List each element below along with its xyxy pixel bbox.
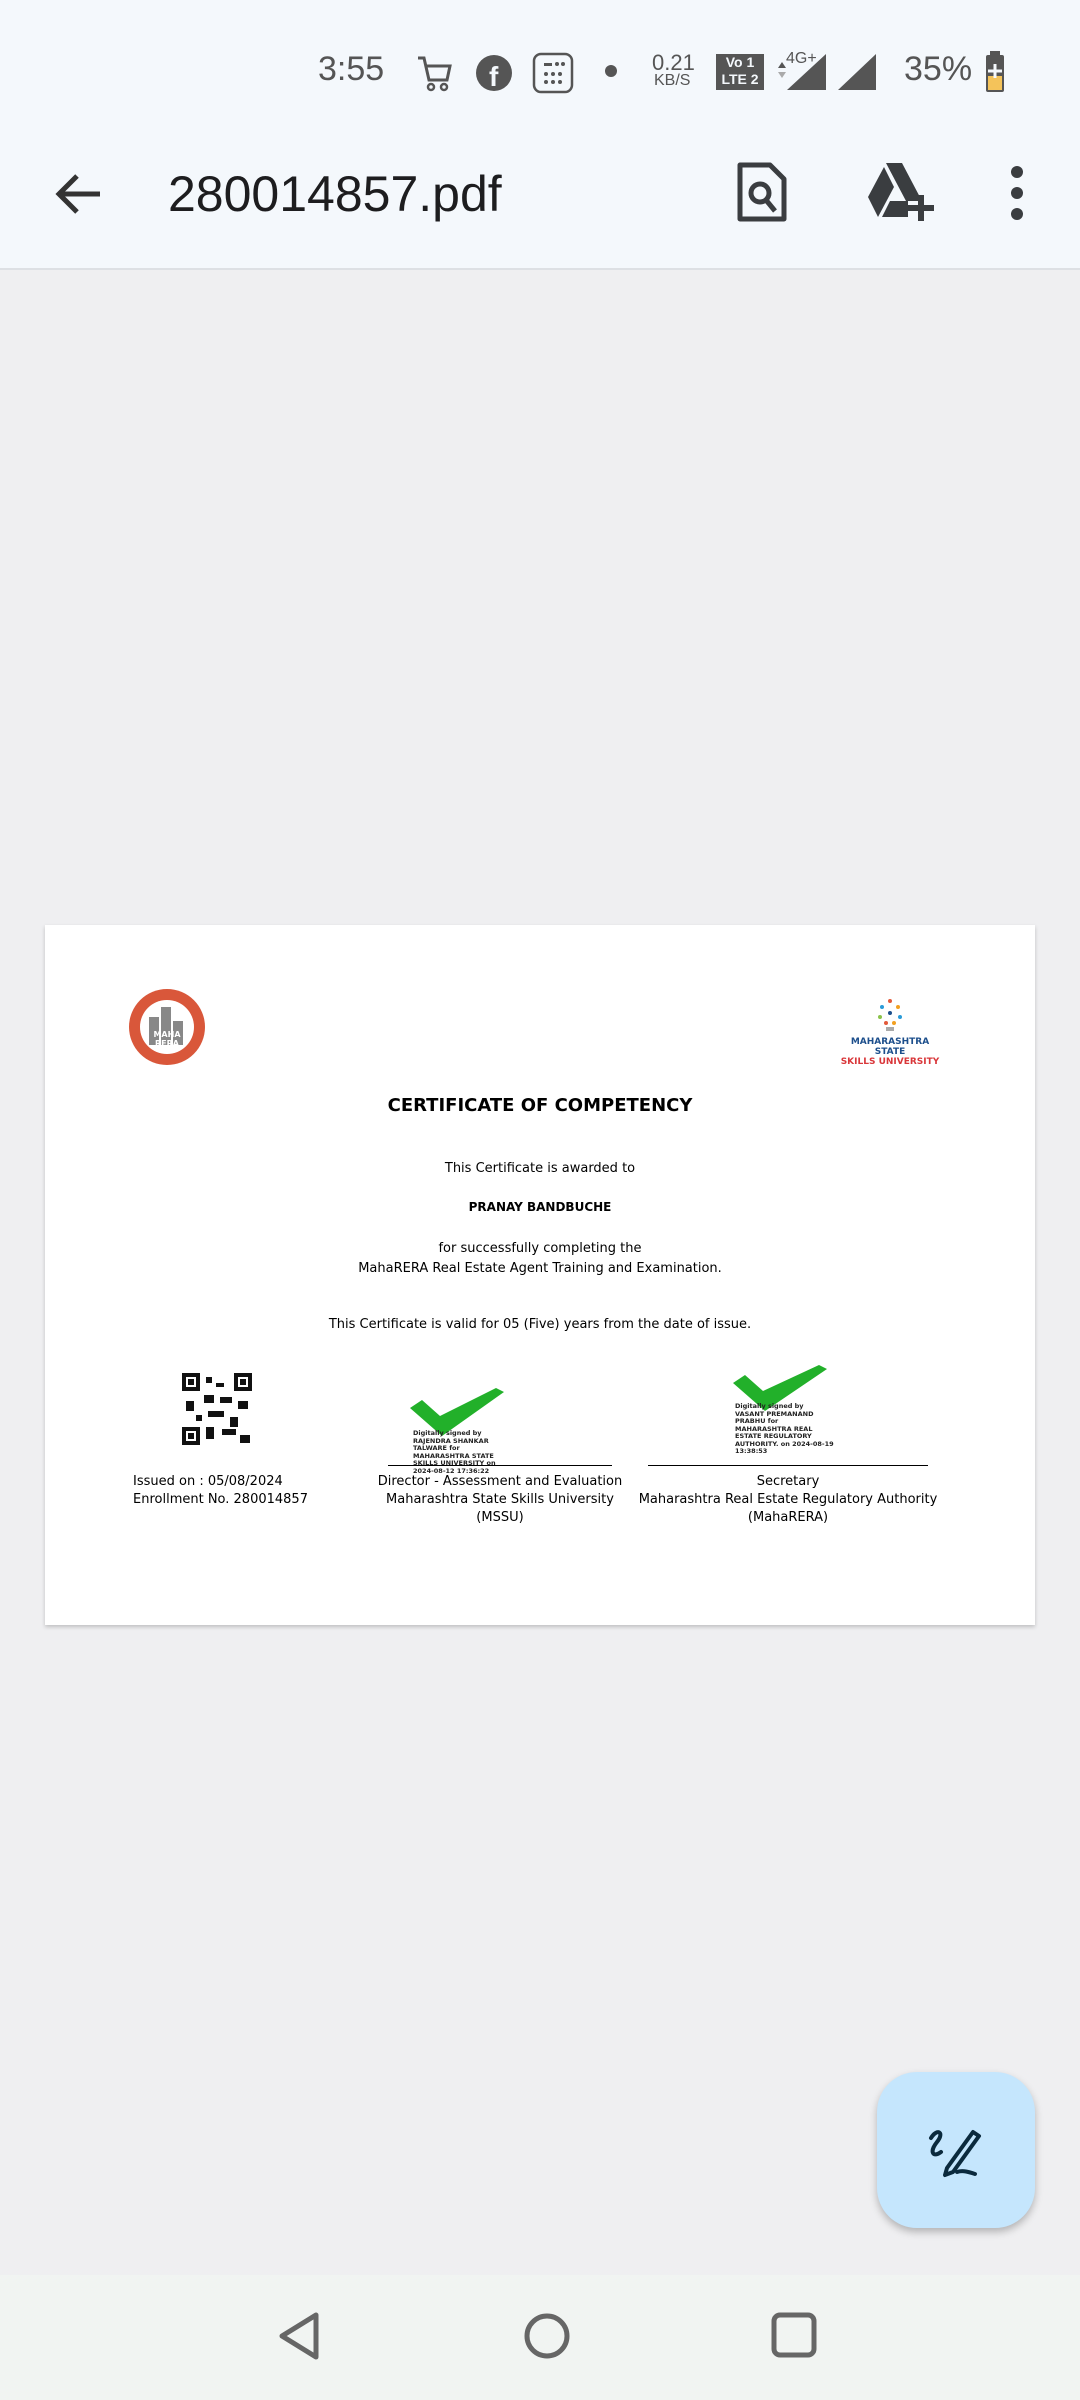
network-type: 4G+: [786, 50, 817, 67]
net-unit: KB/S: [654, 72, 691, 89]
recents-nav-icon[interactable]: [770, 2311, 818, 2359]
document-title: 280014857.pdf: [168, 166, 502, 222]
back-nav-icon[interactable]: [276, 2311, 322, 2361]
certificate-heading: CERTIFICATE OF COMPETENCY: [387, 1095, 693, 1116]
status-bar: [0, 0, 1080, 135]
recipient-name: PRANAY BANDBUCHE: [468, 1200, 612, 1214]
pdf-page[interactable]: [45, 925, 1035, 1625]
more-options-icon[interactable]: [1010, 165, 1024, 221]
facebook-icon: [475, 54, 513, 92]
find-in-document-icon[interactable]: [736, 161, 790, 223]
clock: 3:55: [318, 50, 385, 88]
add-to-drive-icon[interactable]: [866, 161, 936, 223]
shopping-cart-icon: [414, 54, 454, 94]
signatory-2-title: Secretary Maharashtra Real Estate Regulatory Authority (MahaRERA): [638, 1474, 938, 1525]
battery-charging-icon: [984, 50, 1006, 94]
top-app-bar: [0, 135, 1080, 270]
home-nav-icon[interactable]: [522, 2311, 572, 2361]
volte-icon: Vo 1 LTE 2: [716, 54, 764, 90]
maharera-logo: [127, 987, 207, 1067]
calculator-icon: [532, 52, 576, 94]
signature-line-1: [388, 1465, 612, 1466]
pen-draw-icon: [927, 2122, 985, 2180]
notification-dot-icon: [604, 64, 618, 78]
back-arrow-icon[interactable]: [52, 167, 106, 221]
annotate-button[interactable]: [877, 2072, 1035, 2228]
awarded-text: This Certificate is awarded to: [444, 1161, 636, 1176]
for-text: for successfully completing the: [438, 1241, 642, 1256]
course-text: MahaRERA Real Estate Agent Training and Examination.: [358, 1261, 722, 1276]
battery-percent: 35%: [904, 50, 973, 88]
signal-icon: [770, 52, 880, 92]
issued-date: Issued on : 05/08/2024: [133, 1474, 283, 1489]
qr-code: [182, 1373, 252, 1445]
net-speed: 0.21: [652, 50, 695, 75]
svg-text:RERA: RERA: [155, 1039, 179, 1048]
mssu-logo: MAHARASHTRA STATE SKILLS UNIVERSITY: [835, 997, 945, 1067]
signatory-1-title: Director - Assessment and Evaluation Maharashtra State Skills University (MSSU): [377, 1474, 623, 1525]
signature-stamp-2: Digitally signed by VASANT PREMANAND PRABHU for MAHARASHTRA REAL ESTATE REGULATORY AUTHORITY. on 2024-08-19 13:38:53: [735, 1402, 834, 1455]
navigation-bar: [0, 2275, 1080, 2400]
validity-text: This Certificate is valid for 05 (Five) years from the date of issue.: [328, 1317, 752, 1332]
enrollment-number: Enrollment No. 280014857: [133, 1492, 308, 1507]
svg-text:MAHA: MAHA: [153, 1030, 181, 1039]
svg-text:f: f: [489, 61, 499, 92]
signature-stamp-1: Digitally signed by RAJENDRA SHANKAR TALWARE for MAHARASHTRA STATE SKILLS UNIVERSITY on 2024-08-12 17:36:22: [413, 1429, 496, 1475]
signature-line-2: [648, 1465, 928, 1466]
